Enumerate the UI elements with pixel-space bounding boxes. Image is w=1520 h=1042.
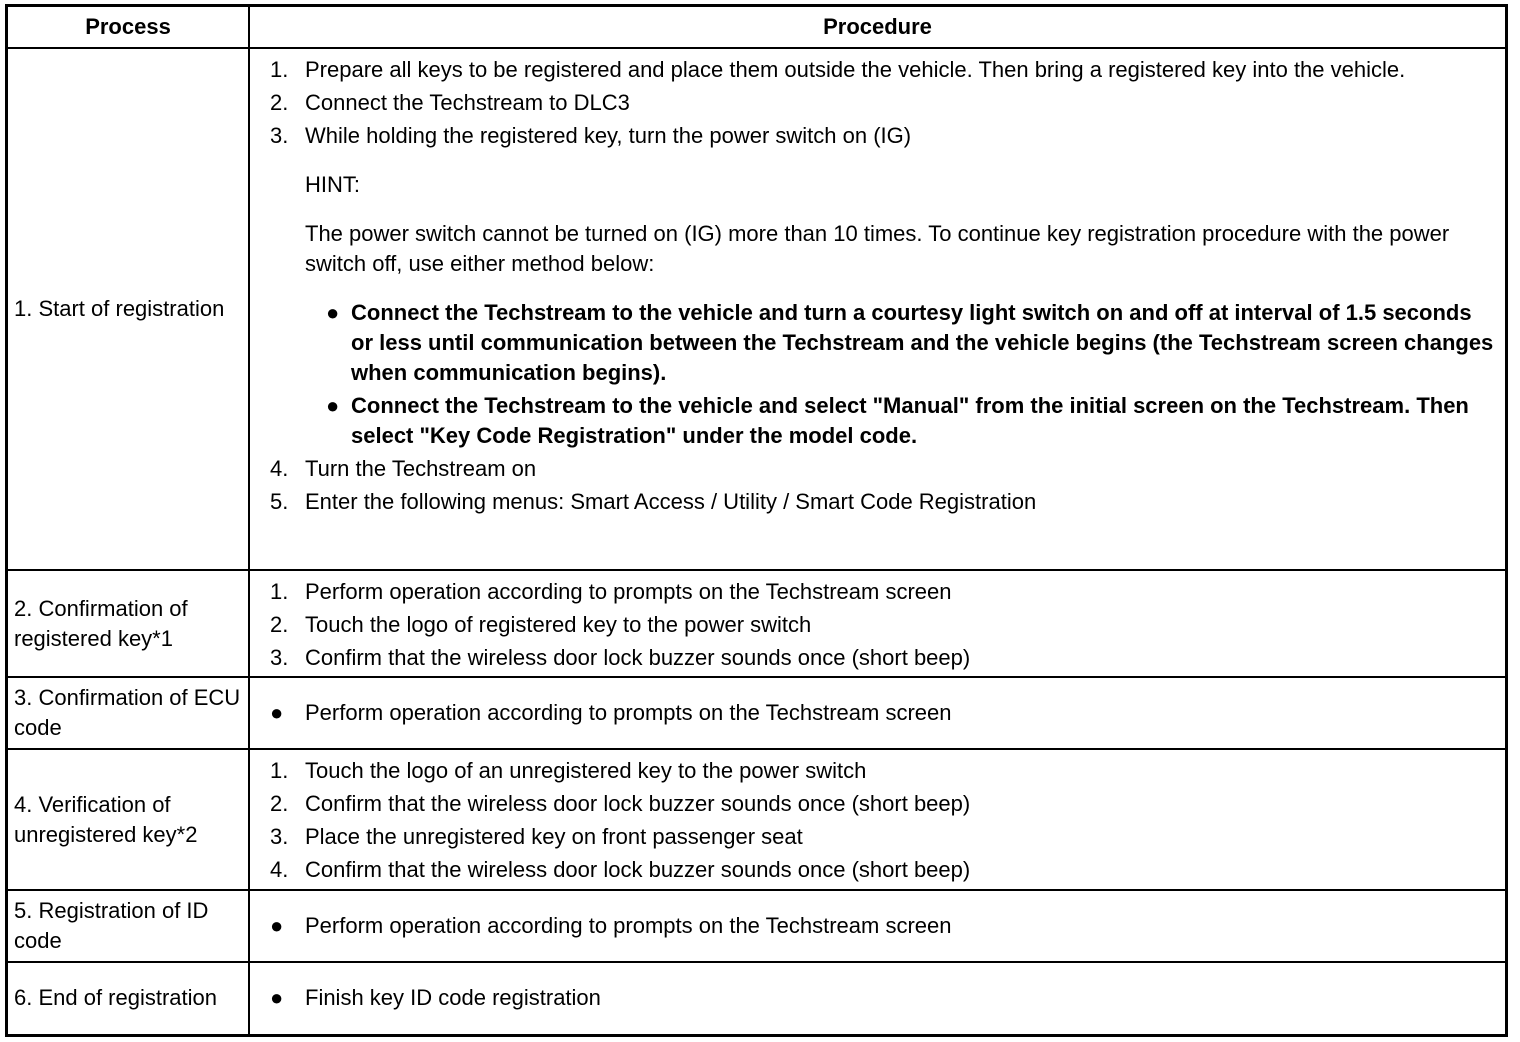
step: 5. Enter the following menus: Smart Access / Utility / Smart Code Registration — [270, 489, 1037, 514]
step: 3. Confirm that the wireless door lock buzzer sounds once (short beep) — [270, 645, 971, 670]
table-row — [7, 962, 1507, 1035]
bullet-icon: ● — [326, 300, 340, 325]
table-row — [7, 570, 1507, 677]
procedure-table — [5, 4, 1508, 1037]
hint-bullet: ● Connect the Techstream to the vehicle and turn a courtesy light switch on and off at interval of 1.5 seconds or less until communication between the Techstream and the vehicle begins (the Techstream screen changes when communication begins). — [326, 298, 1495, 388]
header-row — [7, 6, 1507, 49]
process-header: Process — [7, 6, 250, 49]
step: 3. Place the unregistered key on front passenger seat — [270, 824, 803, 849]
table-row — [7, 677, 1507, 749]
process-cell: 6. End of registration — [7, 962, 250, 1035]
step: 2. Touch the logo of registered key to the power switch — [270, 612, 812, 637]
bullet-icon: ● — [270, 985, 284, 1011]
step: 4. Turn the Techstream on — [270, 456, 537, 481]
step: 2. Confirm that the wireless door lock buzzer sounds once (short beep) — [270, 791, 971, 816]
hint-label: HINT: — [305, 172, 360, 197]
hint-bullet: ● Connect the Techstream to the vehicle and select "Manual" from the initial screen on the Techstream. Then select "Key Code Registration" under the model code. — [326, 391, 1495, 451]
process-cell: 4. Verification of unregistered key*2 — [7, 749, 250, 890]
bullet-icon: ● — [326, 393, 340, 418]
hint-text: The power switch cannot be turned on (IG) more than 10 times. To continue key registration procedure with the power switch off, use either method below: — [305, 221, 1450, 276]
procedure-cell — [249, 570, 1507, 677]
procedure-cell — [249, 749, 1507, 890]
process-cell: 5. Registration of ID code — [7, 890, 250, 962]
step: 2. Connect the Techstream to DLC3 — [270, 90, 630, 115]
procedure-cell: ● Perform operation according to prompts on the Techstream screen — [249, 677, 1507, 749]
procedure-cell — [249, 48, 1507, 570]
bullet-icon: ● — [270, 700, 284, 725]
step: 1. Prepare all keys to be registered and place them outside the vehicle. Then bring a registered key into the vehicle. — [270, 57, 1406, 82]
step: 3. While holding the registered key, turn the power switch on (IG) — [270, 123, 912, 148]
procedure-cell: ● Finish key ID code registration — [249, 962, 1507, 1035]
table-row — [7, 890, 1507, 962]
process-cell: 1. Start of registration — [7, 48, 250, 570]
process-cell: 2. Confirmation of registered key*1 — [7, 570, 250, 677]
step: 1. Touch the logo of an unregistered key to the power switch — [270, 758, 867, 783]
step: 1. Perform operation according to prompts on the Techstream screen — [270, 579, 952, 604]
procedure-header: Procedure — [249, 6, 1507, 49]
table-row — [7, 749, 1507, 890]
step: 4. Confirm that the wireless door lock buzzer sounds once (short beep) — [270, 857, 971, 882]
bullet-icon: ● — [270, 913, 284, 938]
table-row — [7, 48, 1507, 570]
process-cell: 3. Confirmation of ECU code — [7, 677, 250, 749]
procedure-cell: ● Perform operation according to prompts on the Techstream screen — [249, 890, 1507, 962]
